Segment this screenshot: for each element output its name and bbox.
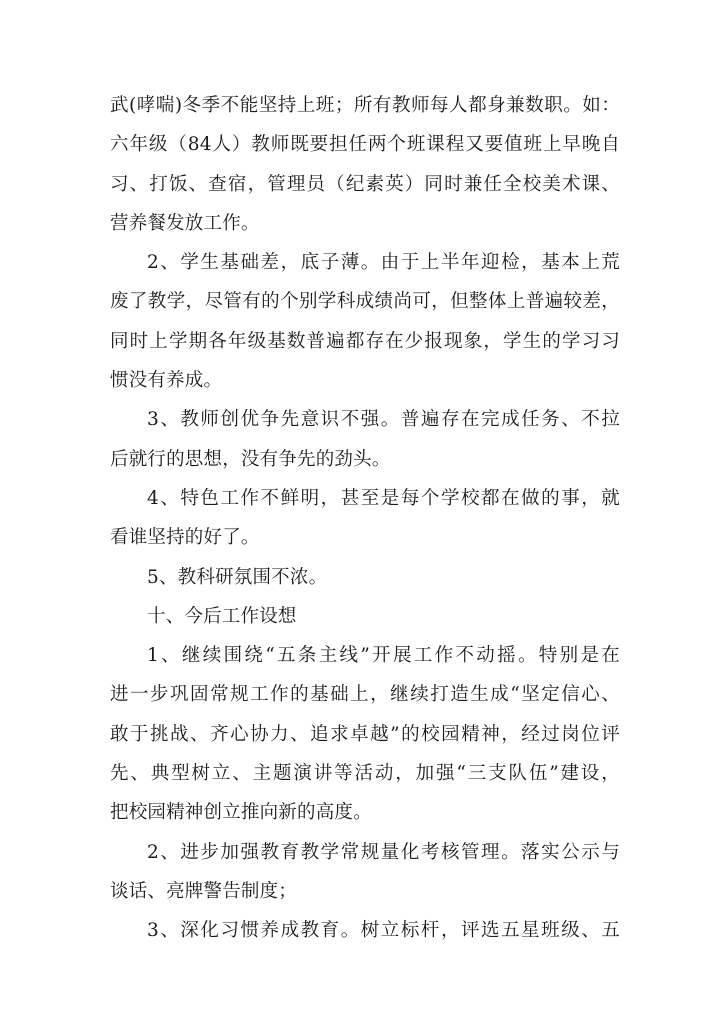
text-line: 后就行的思想，没有争先的劲头。: [110, 448, 391, 470]
text-line: 营养餐发放工作。: [110, 212, 260, 234]
text-line: 5、教科研氛围不浓。: [147, 566, 328, 588]
text-line: 六年级（84人）教师既要担任两个班课程又要值班上早晚自: [110, 134, 620, 156]
document-page: [110, 86, 620, 951]
text-line: 看谁坚持的好了。: [110, 527, 260, 549]
text-line: 3、教师创优争先意识不强。普遍存在完成任务、不拉: [147, 409, 620, 431]
text-line: 2、学生基础差，底子薄。由于上半年迎检，基本上荒: [147, 252, 620, 274]
text-line: 惯没有养成。: [110, 370, 223, 392]
text-line: 4、特色工作不鲜明，甚至是每个学校都在做的事，就: [147, 487, 620, 509]
text-line: 习、打饭、查宿，管理员（纪素英）同时兼任全校美术课、: [110, 173, 620, 195]
text-line: 1、继续围绕“五条主线”开展工作不动摇。特别是在: [147, 645, 620, 667]
text-line: 进一步巩固常规工作的基础上，继续打造生成“坚定信心、: [110, 684, 620, 706]
text-line: 谈话、亮牌警告制度；: [110, 880, 298, 902]
text-line: 敢于挑战、齐心协力、追求卓越”的校园精神，经过岗位评: [110, 723, 620, 745]
text-line: 把校园精神创立推向新的高度。: [110, 802, 372, 824]
text-line: 废了教学，尽管有的个别学科成绩尚可，但整体上普遍较差，: [110, 291, 620, 313]
text-line: 同时上学期各年级基数普遍都存在少报现象，学生的学习习: [110, 330, 620, 352]
text-line: 2、进步加强教育教学常规量化考核管理。落实公示与: [147, 841, 620, 863]
section-heading: 十、今后工作设想: [147, 605, 297, 627]
text-line: 先、典型树立、主题演讲等活动，加强“三支队伍”建设，: [110, 763, 620, 785]
text-line: 3、深化习惯养成教育。树立标杆，评选五星班级、五: [147, 920, 620, 942]
text-line: 武(哮喘)冬季不能坚持上班；所有教师每人都身兼数职。如：: [110, 95, 620, 116]
